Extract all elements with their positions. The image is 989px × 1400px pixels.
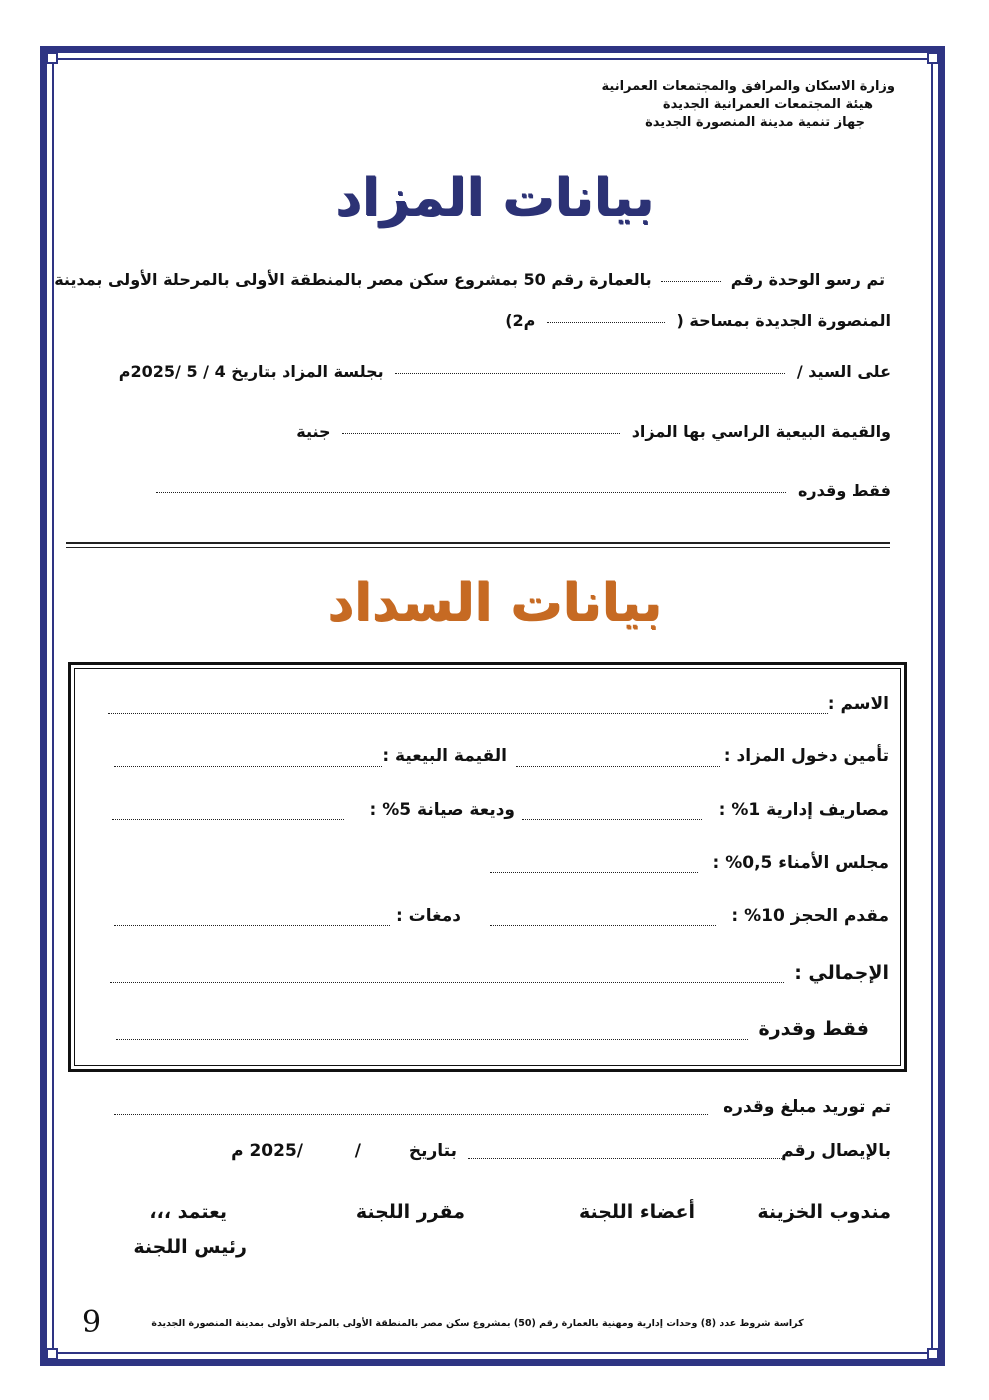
letterhead xyxy=(602,78,895,132)
auction-line-3 xyxy=(119,362,891,381)
agency-name: جهاز تنمية مدينة المنصورة الجديدة xyxy=(645,115,865,130)
total-blank[interactable] xyxy=(110,982,784,983)
sale-value-field-blank[interactable] xyxy=(114,766,382,767)
name-label: الاسم : xyxy=(827,694,889,714)
auction-line-4 xyxy=(296,422,891,441)
signature-members: أعضاء اللجنة xyxy=(578,1201,695,1223)
auction-line-1 xyxy=(54,270,885,289)
frame-corner xyxy=(46,1348,58,1360)
sale-value-blank[interactable] xyxy=(342,432,620,434)
receipt-number-label: بالإيصال رقم xyxy=(781,1141,891,1161)
building-text: بالعمارة رقم 50 بمشروع سكن مصر بالمنطقة الأولى بالمرحلة الأولى بمدينة xyxy=(54,270,652,289)
authority-name: هيئة المجتمعات العمرانية الجديدة xyxy=(662,97,873,112)
maintenance-deposit-blank[interactable] xyxy=(112,819,344,820)
footer-text: كراسة شروط عدد (8) وحدات إدارية ومهنية بالعمارة رقم (50) بمشروع سكن مصر بالمنطقة الأولى بالمرحلة الأولى بمدينة المنصورة الجديدة xyxy=(151,1318,804,1329)
ministry-name: وزارة الاسكان والمرافق والمجتمعات العمرانية xyxy=(601,79,895,94)
sale-value-field-label: القيمة البيعية : xyxy=(382,746,507,766)
trustees-blank[interactable] xyxy=(490,872,698,873)
signature-rapporteur: مقرر اللجنة xyxy=(355,1201,465,1223)
reservation-blank[interactable] xyxy=(490,925,716,926)
amount-words-blank[interactable] xyxy=(156,491,786,493)
area-unit: م2) xyxy=(505,311,536,330)
frame-corner xyxy=(927,1348,939,1360)
session-date: بجلسة المزاد بتاريخ 4 / 5 /2025م xyxy=(118,362,384,381)
frame-corner xyxy=(927,52,939,64)
entry-insurance-blank[interactable] xyxy=(516,766,720,767)
receipt-number-blank[interactable] xyxy=(468,1158,782,1159)
unit-number-blank[interactable] xyxy=(661,280,721,282)
amount-words-field-label: فقط وقدرة xyxy=(758,1018,869,1040)
auction-line-2 xyxy=(505,311,891,330)
section-divider xyxy=(66,547,890,548)
area-label: المنصورة الجديدة بمساحة ( xyxy=(676,311,891,330)
payment-title: بيانات السداد xyxy=(327,573,662,633)
winner-name-blank[interactable] xyxy=(395,372,785,374)
signature-approved: يعتمد ،،، xyxy=(149,1201,227,1223)
unit-label: تم رسو الوحدة رقم xyxy=(730,270,885,289)
area-blank[interactable] xyxy=(547,321,665,323)
auction-title: بيانات المزاد xyxy=(335,168,654,228)
auction-line-5 xyxy=(150,481,891,500)
total-label: الإجمالي : xyxy=(794,962,889,984)
amount-words-label: فقط وقدره xyxy=(797,481,891,500)
signature-chairman: رئيس اللجنة xyxy=(133,1236,247,1258)
sale-value-label: والقيمة البيعية الراسي بها المزاد xyxy=(631,422,891,441)
admin-fees-label: مصاريف إدارية 1% : xyxy=(718,800,889,820)
receipt-date-year: /2025 م xyxy=(231,1141,303,1161)
supplied-amount-label: تم توريد مبلغ وقدره xyxy=(723,1097,891,1117)
winner-label: على السيد / xyxy=(796,362,891,381)
name-blank[interactable] xyxy=(108,713,828,714)
signature-treasury: مندوب الخزينة xyxy=(757,1201,891,1223)
amount-words-field-blank[interactable] xyxy=(116,1039,748,1040)
trustees-label: مجلس الأمناء 0,5% : xyxy=(712,853,889,873)
supplied-amount-blank[interactable] xyxy=(114,1114,708,1115)
receipt-date-slash: / xyxy=(354,1141,361,1161)
frame-corner xyxy=(46,52,58,64)
section-divider xyxy=(66,542,890,544)
admin-fees-blank[interactable] xyxy=(522,819,702,820)
currency-label: جنية xyxy=(296,422,331,441)
receipt-date-label: بتاريخ xyxy=(408,1141,457,1161)
entry-insurance-label: تأمين دخول المزاد : xyxy=(723,746,889,766)
page-number: 9 xyxy=(82,1305,102,1340)
stamps-label: دمغات : xyxy=(395,906,461,926)
stamps-blank[interactable] xyxy=(114,925,390,926)
reservation-label: مقدم الحجز 10% : xyxy=(731,906,889,926)
maintenance-deposit-label: وديعة صيانة 5% : xyxy=(369,800,515,820)
